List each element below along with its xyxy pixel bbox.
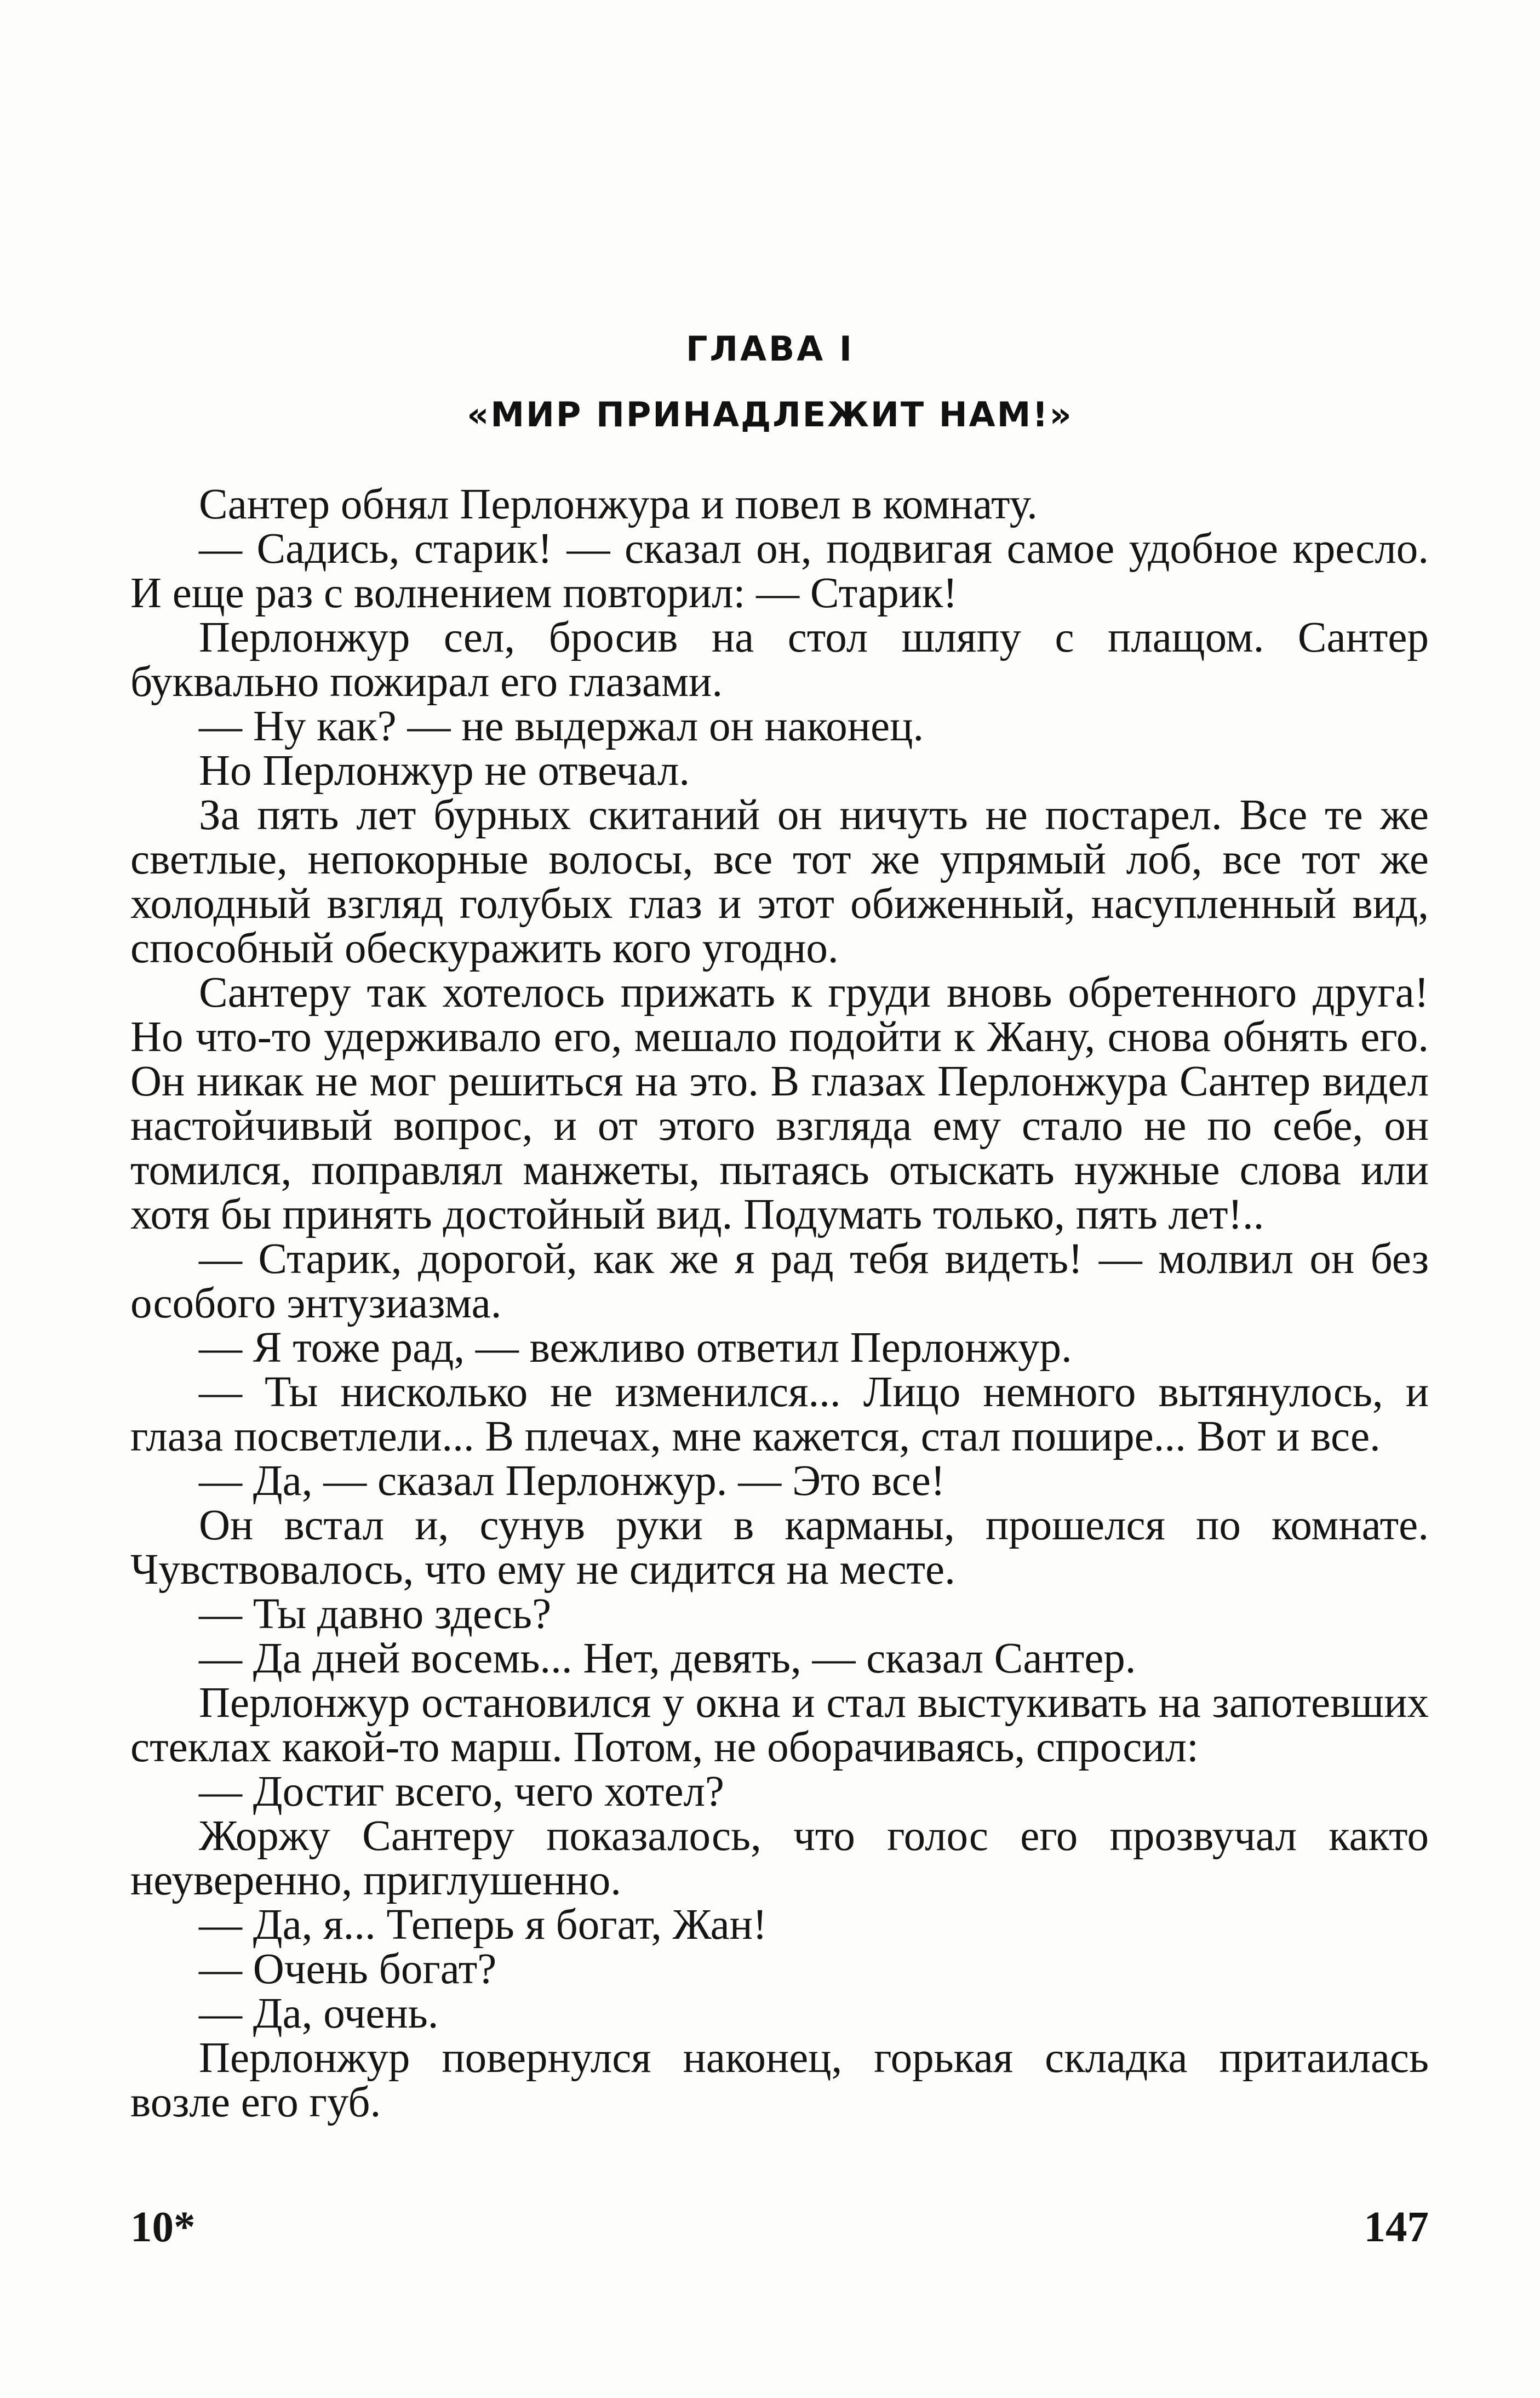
paragraph: — Я тоже рад, — вежливо ответил Перлонжур. — [199, 1324, 1072, 1372]
signature-mark: 10* — [130, 2203, 196, 2251]
paragraph: — Да, очень. — [199, 1990, 439, 2037]
chapter-label: ГЛАВА I — [686, 329, 854, 369]
page-number: 147 — [1364, 2203, 1429, 2251]
paragraph: — Да, — сказал Перлонжур. — Это все! — [199, 1457, 946, 1505]
paragraph: Перлонжур сел, бросив на стол шляпу с плащом. Сантер буквально пожирал его глазами. — [130, 614, 1429, 706]
paragraph: Жоржу Сантеру показалось, что голос его прозвучал както неуверенно, приглушенно. — [130, 1812, 1429, 1904]
paragraph: Перлонжур остановился у окна и стал выстукивать на запотевших стеклах какой-то марш. Потом, не оборачиваясь, спросил: — [130, 1679, 1429, 1771]
paragraph: — Да дней восемь... Нет, девять, — сказал Сантер. — [199, 1635, 1136, 1682]
paragraph: — Ты давно здесь? — [199, 1590, 552, 1638]
paragraph: Сантер обнял Перлонжура и повел в комнату. — [199, 481, 1038, 528]
paragraph: — Ну как? — не выдержал он наконец. — [199, 703, 924, 750]
paragraph: Перлонжур повернулся наконец, горькая складка притаилась возле его губ. — [130, 2034, 1429, 2126]
paragraph: — Садись, старик! — сказал он, подвигая самое удобное кресло. И еще раз с волнением повторил: — Старик! — [130, 525, 1429, 617]
paragraph: — Очень богат? — [199, 1945, 497, 1993]
paragraph: — Старик, дорогой, как же я рад тебя видеть! — молвил он без особого энтузиазма. — [130, 1235, 1429, 1327]
chapter-title: «МИР ПРИНАДЛЕЖИТ НАМ!» — [467, 395, 1073, 435]
page-footer — [130, 2203, 1429, 2263]
paragraph: — Достиг всего, чего хотел? — [199, 1768, 724, 1815]
paragraph: Сантеру так хотелось прижать к груди вновь обретенного друга! Но что-то удерживало его, мешало подойти к Жану, снова обнять его. Он никак не мог решиться на это. В глазах Перлонжура Сантер видел настойчивый вопрос, и от этого взгляда ему стало не по себе, он томился, поправлял манжеты, пытаясь отыскать нужные слова или хотя бы принять достойный вид. Подумать только, пять лет!.. — [130, 969, 1429, 1238]
paragraph: — Да, я... Теперь я богат, Жан! — [199, 1901, 768, 1949]
paragraph: За пять лет бурных скитаний он ничуть не постарел. Все те же светлые, непокорные волосы, все тот же упрямый лоб, все тот же холодный взгляд голубых глаз и этот обиженный, насупленный вид, способный обескуражить кого угодно. — [130, 791, 1429, 972]
body-text — [130, 482, 1429, 2125]
paragraph: — Ты нисколько не изменился... Лицо немного вытянулось, и глаза посветлели... В плечах, мне кажется, стал пошире... Вот и все. — [130, 1368, 1429, 1460]
paragraph: Но Перлонжур не отвечал. — [199, 747, 690, 795]
paragraph: Он встал и, сунув руки в карманы, прошелся по комнате. Чувствовалось, что ему не сидится на месте. — [130, 1501, 1429, 1594]
